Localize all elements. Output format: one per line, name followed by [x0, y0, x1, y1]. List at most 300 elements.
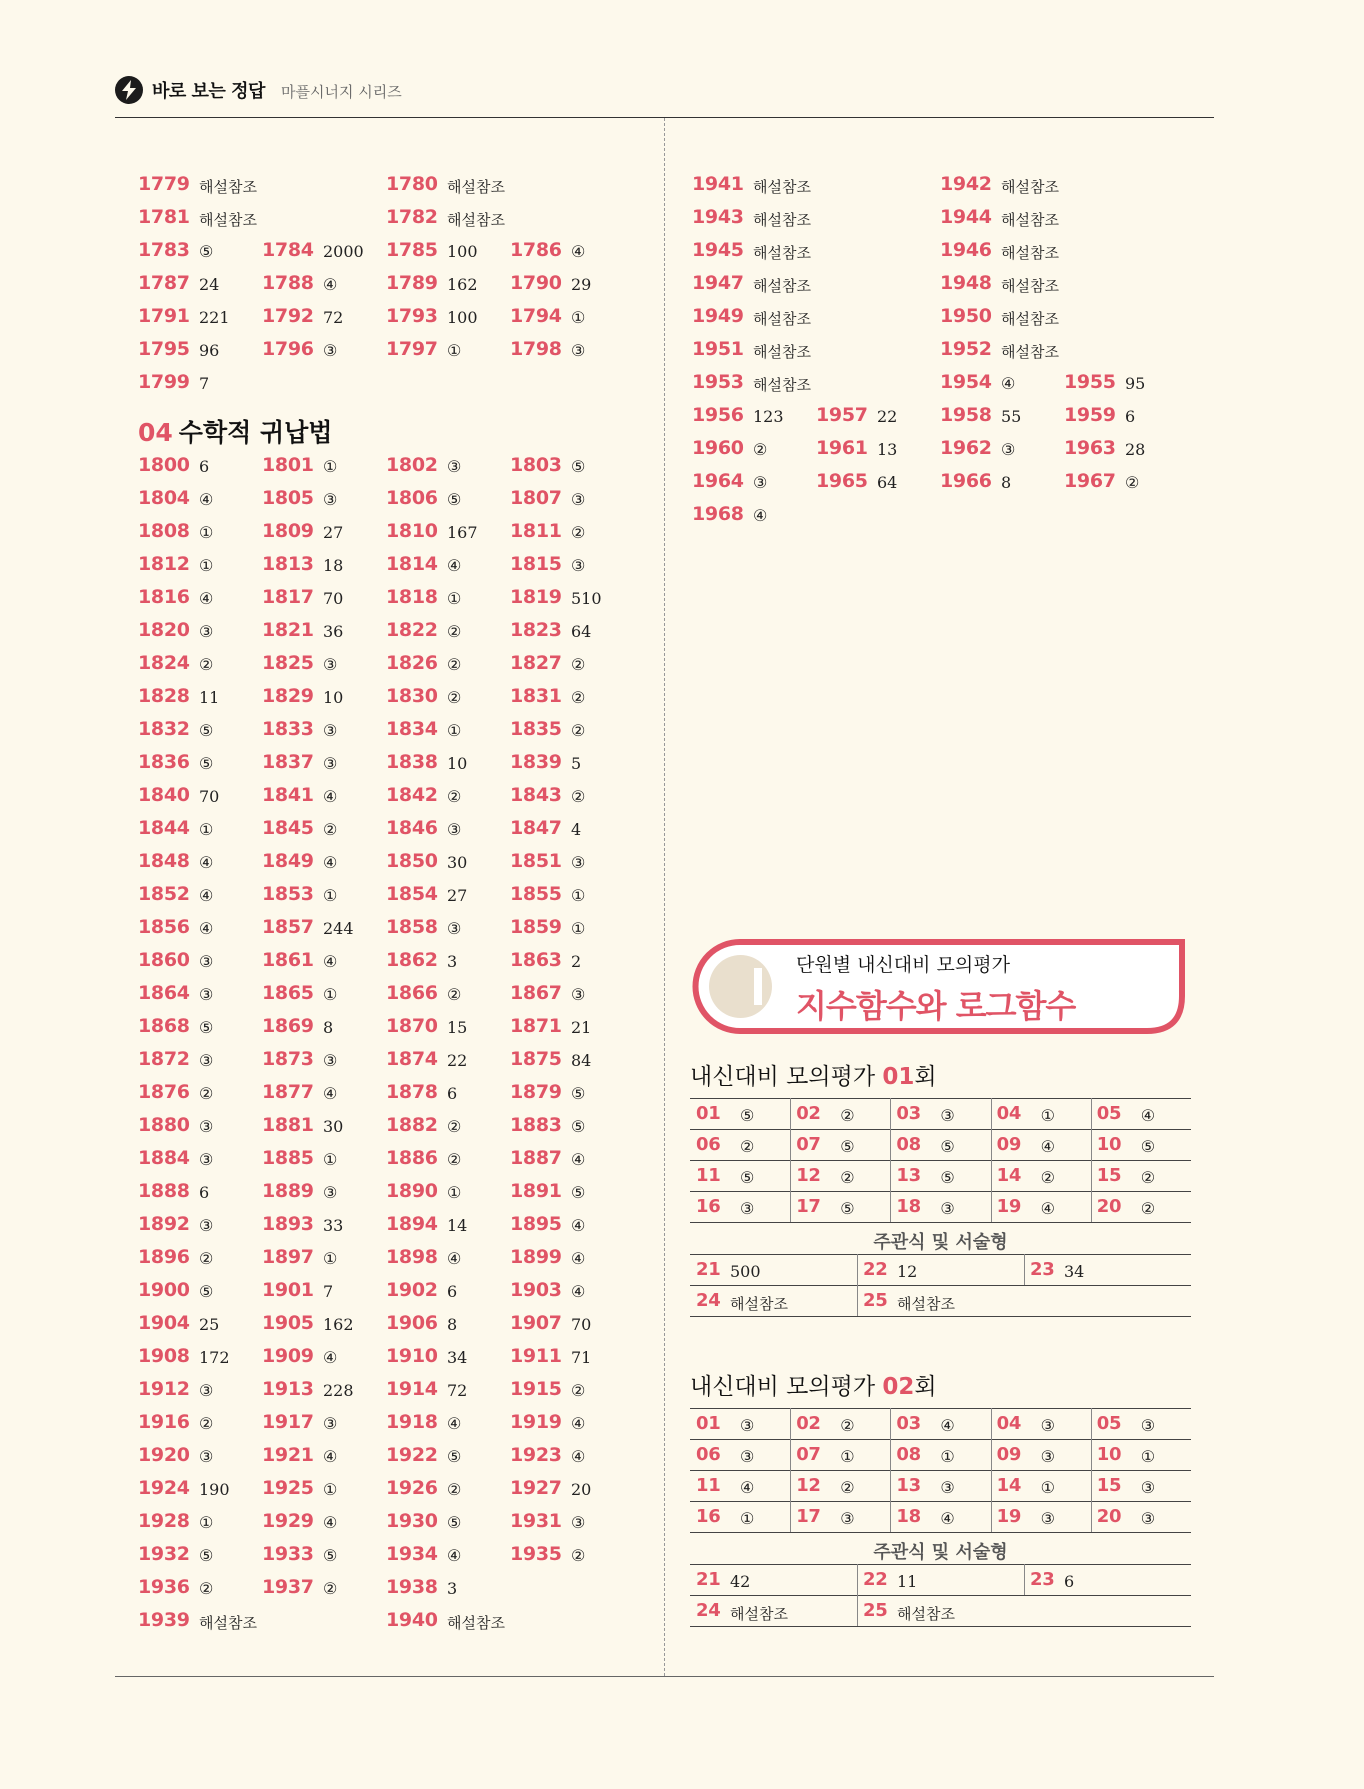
grid-line: [690, 1439, 1191, 1440]
problem-number: 1798: [510, 338, 562, 360]
problem-answer: ①: [199, 1513, 214, 1532]
problem-answer: 70: [199, 787, 220, 806]
problem-number: 1806: [386, 487, 438, 509]
problem-number: 1967: [1064, 470, 1116, 492]
problem-number: 1843: [510, 784, 562, 806]
grid-line: [690, 1160, 1191, 1161]
column-divider: [664, 118, 665, 1676]
problem-number: 1824: [138, 652, 190, 674]
problem-answer: ⑤: [199, 1018, 214, 1037]
problem-number: 1855: [510, 883, 562, 905]
problem-number: 1834: [386, 718, 438, 740]
problem-answer: ④: [199, 919, 214, 938]
exam-title-prefix: 내신대비 모의평가: [690, 1064, 883, 1090]
problem-number: 1940: [386, 1609, 438, 1631]
problem-answer: 71: [571, 1348, 592, 1367]
problem-answer: ⑤: [571, 1183, 586, 1202]
problem-answer: ②: [199, 1249, 214, 1268]
problem-answer: ④: [571, 1216, 586, 1235]
problem-number: 1962: [940, 437, 992, 459]
problem-number: 1856: [138, 916, 190, 938]
problem-answer: 해설참조: [753, 343, 811, 361]
problem-number: 1864: [138, 982, 190, 1004]
problem-number: 1878: [386, 1081, 438, 1103]
problem-number: 1898: [386, 1246, 438, 1268]
problem-answer: 221: [199, 308, 230, 327]
problem-number: 1897: [262, 1246, 314, 1268]
exam-answer: ③: [740, 1416, 755, 1435]
problem-answer: ⑤: [447, 1447, 462, 1466]
problem-answer: ③: [199, 1051, 214, 1070]
problem-number: 1831: [510, 685, 562, 707]
problem-number: 1819: [510, 586, 562, 608]
problem-answer: ③: [323, 1414, 338, 1433]
problem-number: 1930: [386, 1510, 438, 1532]
exam-question-number: 23: [1030, 1569, 1055, 1590]
section-name: 수학적 귀납법: [178, 418, 333, 447]
problem-number: 1875: [510, 1048, 562, 1070]
problem-answer: 해설참조: [1001, 211, 1059, 229]
problem-answer: ③: [323, 1051, 338, 1070]
problem-number: 1948: [940, 272, 992, 294]
problem-answer: 172: [199, 1348, 230, 1367]
problem-answer: 해설참조: [199, 178, 257, 196]
unit-title: 지수함수와 로그함수: [796, 987, 1076, 1025]
exam-answer: ④: [740, 1478, 755, 1497]
problem-answer: ②: [571, 523, 586, 542]
problem-number: 1844: [138, 817, 190, 839]
exam-answer: ⑤: [840, 1137, 855, 1156]
problem-number: 1896: [138, 1246, 190, 1268]
problem-answer: ④: [199, 886, 214, 905]
problem-number: 1924: [138, 1477, 190, 1499]
problem-answer: ①: [323, 457, 338, 476]
problem-answer: ③: [571, 490, 586, 509]
problem-number: 1877: [262, 1081, 314, 1103]
unit-banner: [692, 938, 1189, 1035]
problem-answer: ③: [199, 985, 214, 1004]
exam-question-number: 05: [1096, 1413, 1122, 1434]
problem-number: 1893: [262, 1213, 314, 1235]
problem-answer: 123: [753, 407, 784, 426]
problem-answer: 6: [199, 1183, 210, 1202]
problem-answer: 2000: [323, 242, 364, 261]
problem-number: 1945: [692, 239, 744, 261]
grid-column-line: [890, 1408, 891, 1532]
problem-answer: ④: [571, 1150, 586, 1169]
problem-answer: ①: [447, 341, 462, 360]
problem-answer: ⑤: [199, 721, 214, 740]
problem-answer: ④: [199, 490, 214, 509]
problem-answer: ③: [323, 341, 338, 360]
problem-answer: ①: [199, 820, 214, 839]
problem-number: 1902: [386, 1279, 438, 1301]
problem-answer: 70: [571, 1315, 592, 1334]
problem-answer: 36: [323, 622, 344, 641]
problem-answer: 228: [323, 1381, 354, 1400]
problem-number: 1946: [940, 239, 992, 261]
problem-number: 1823: [510, 619, 562, 641]
problem-answer: ①: [323, 886, 338, 905]
problem-number: 1826: [386, 652, 438, 674]
problem-answer: 해설참조: [753, 211, 811, 229]
exam-answer: ⑤: [840, 1199, 855, 1218]
problem-answer: ④: [323, 952, 338, 971]
problem-answer: ①: [323, 1150, 338, 1169]
problem-number: 1927: [510, 1477, 562, 1499]
problem-answer: ③: [571, 556, 586, 575]
problem-answer: ③: [447, 457, 462, 476]
problem-number: 1965: [816, 470, 868, 492]
problem-number: 1785: [386, 239, 438, 261]
exam-title-suffix: 회: [914, 1064, 937, 1090]
problem-answer: 4: [571, 820, 582, 839]
problem-number: 1906: [386, 1312, 438, 1334]
problem-number: 1869: [262, 1015, 314, 1037]
problem-number: 1905: [262, 1312, 314, 1334]
problem-answer: ②: [447, 1117, 462, 1136]
problem-answer: ②: [447, 1480, 462, 1499]
problem-number: 1838: [386, 751, 438, 773]
problem-answer: 해설참조: [753, 244, 811, 262]
problem-number: 1871: [510, 1015, 562, 1037]
problem-answer: ①: [571, 919, 586, 938]
problem-number: 1922: [386, 1444, 438, 1466]
problem-answer: 190: [199, 1480, 230, 1499]
problem-number: 1790: [510, 272, 562, 294]
problem-answer: 해설참조: [1001, 178, 1059, 196]
problem-answer: 8: [323, 1018, 334, 1037]
problem-answer: ⑤: [571, 457, 586, 476]
problem-answer: ⑤: [199, 754, 214, 773]
problem-answer: ④: [323, 1348, 338, 1367]
problem-answer: ④: [571, 1414, 586, 1433]
problem-number: 1787: [138, 272, 190, 294]
grid-column-line: [1024, 1564, 1025, 1595]
problem-answer: ⑤: [571, 1084, 586, 1103]
grid-line: [690, 1470, 1191, 1471]
problem-answer: ②: [447, 622, 462, 641]
problem-number: 1799: [138, 371, 190, 393]
problem-answer: ⑤: [323, 1546, 338, 1565]
problem-number: 1841: [262, 784, 314, 806]
problem-answer: 8: [1001, 473, 1012, 492]
exam-question-number: 03: [896, 1413, 921, 1434]
problem-answer: ①: [447, 1183, 462, 1202]
problem-answer: ①: [571, 886, 586, 905]
problem-number: 1810: [386, 520, 438, 542]
problem-answer: ③: [1001, 440, 1016, 459]
problem-number: 1917: [262, 1411, 314, 1433]
problem-answer: ②: [1125, 473, 1140, 492]
problem-number: 1813: [262, 553, 314, 575]
problem-answer: ①: [323, 1249, 338, 1268]
problem-number: 1782: [386, 206, 438, 228]
exam-question-number: 06: [696, 1134, 721, 1155]
problem-answer: 해설참조: [753, 376, 811, 394]
problem-number: 1801: [262, 454, 314, 476]
problem-answer: ③: [199, 1117, 214, 1136]
exam-question-number: 23: [1030, 1259, 1055, 1280]
problem-number: 1963: [1064, 437, 1116, 459]
problem-number: 1809: [262, 520, 314, 542]
problem-number: 1812: [138, 553, 190, 575]
exam-answer: ①: [1040, 1106, 1055, 1125]
problem-answer: ②: [571, 1381, 586, 1400]
problem-number: 1923: [510, 1444, 562, 1466]
problem-number: 1889: [262, 1180, 314, 1202]
problem-number: 1909: [262, 1345, 314, 1367]
grid-line: [690, 1501, 1191, 1502]
exam-question-number: 01: [696, 1103, 721, 1124]
exam-question-number: 19: [996, 1196, 1022, 1217]
exam-question-number: 09: [996, 1444, 1022, 1465]
problem-number: 1932: [138, 1543, 190, 1565]
problem-answer: 10: [447, 754, 468, 773]
problem-answer: ②: [199, 1084, 214, 1103]
problem-number: 1937: [262, 1576, 314, 1598]
problem-number: 1792: [262, 305, 314, 327]
problem-answer: 21: [571, 1018, 592, 1037]
problem-answer: ②: [447, 655, 462, 674]
problem-answer: ③: [199, 1447, 214, 1466]
problem-answer: ②: [323, 1579, 338, 1598]
problem-number: 1904: [138, 1312, 190, 1334]
exam-answer: 42: [730, 1572, 751, 1591]
problem-answer: 100: [447, 242, 478, 261]
exam-title-suffix: 회: [914, 1374, 937, 1400]
problem-answer: ⑤: [447, 1513, 462, 1532]
grid-column-line: [890, 1098, 891, 1222]
problem-answer: ①: [199, 523, 214, 542]
problem-answer: 7: [323, 1282, 334, 1301]
exam-question-number: 06: [696, 1444, 721, 1465]
problem-number: 1851: [510, 850, 562, 872]
problem-answer: ③: [323, 490, 338, 509]
exam-answer: ①: [1040, 1478, 1055, 1497]
problem-answer: ④: [447, 556, 462, 575]
exam-answer: ③: [1140, 1509, 1156, 1528]
exam-question-number: 24: [696, 1600, 721, 1621]
exam-question-number: 11: [696, 1165, 721, 1186]
problem-answer: ④: [323, 853, 338, 872]
exam-question-number: 07: [796, 1444, 821, 1465]
problem-number: 1879: [510, 1081, 562, 1103]
problem-number: 1968: [692, 503, 744, 525]
problem-answer: ⑤: [447, 490, 462, 509]
exam-question-number: 15: [1096, 1165, 1122, 1186]
problem-answer: ②: [571, 787, 586, 806]
exam-question-number: 10: [1096, 1134, 1122, 1155]
grid-column-line: [991, 1408, 992, 1532]
problem-number: 1956: [692, 404, 744, 426]
problem-answer: 510: [571, 589, 602, 608]
problem-answer: ③: [571, 985, 586, 1004]
problem-answer: ③: [199, 622, 214, 641]
problem-number: 1881: [262, 1114, 314, 1136]
problem-number: 1803: [510, 454, 562, 476]
subjective-heading: 주관식 및 서술형: [873, 1232, 1008, 1253]
grid-column-line: [790, 1408, 791, 1532]
grid-line: [690, 1626, 1191, 1627]
problem-number: 1779: [138, 173, 190, 195]
problem-number: 1839: [510, 751, 562, 773]
grid-column-line: [1024, 1254, 1025, 1285]
problem-number: 1849: [262, 850, 314, 872]
problem-number: 1883: [510, 1114, 562, 1136]
problem-number: 1852: [138, 883, 190, 905]
problem-answer: 55: [1001, 407, 1022, 426]
problem-number: 1911: [510, 1345, 562, 1367]
exam-question-number: 02: [796, 1413, 821, 1434]
problem-number: 1814: [386, 553, 438, 575]
exam-answer: ④: [1040, 1137, 1055, 1156]
problem-number: 1884: [138, 1147, 190, 1169]
problem-number: 1848: [138, 850, 190, 872]
problem-number: 1887: [510, 1147, 562, 1169]
problem-number: 1854: [386, 883, 438, 905]
header-series: 마플시너지 시리즈: [281, 83, 402, 101]
problem-number: 1807: [510, 487, 562, 509]
problem-number: 1804: [138, 487, 190, 509]
problem-number: 1846: [386, 817, 438, 839]
exam-question-number: 22: [863, 1259, 888, 1280]
problem-answer: ②: [447, 787, 462, 806]
problem-answer: 100: [447, 308, 478, 327]
problem-answer: ④: [199, 589, 214, 608]
problem-answer: ②: [199, 655, 214, 674]
problem-number: 1954: [940, 371, 992, 393]
exam-answer: ②: [840, 1478, 855, 1497]
problem-number: 1929: [262, 1510, 314, 1532]
problem-answer: ④: [447, 1249, 462, 1268]
problem-number: 1811: [510, 520, 562, 542]
problem-number: 1845: [262, 817, 314, 839]
grid-line: [690, 1191, 1191, 1192]
problem-answer: 72: [323, 308, 344, 327]
exam-answer: ②: [1140, 1168, 1156, 1187]
exam-answer: 해설참조: [730, 1605, 788, 1623]
problem-answer: ②: [447, 1150, 462, 1169]
problem-number: 1913: [262, 1378, 314, 1400]
problem-number: 1794: [510, 305, 562, 327]
problem-answer: ②: [199, 1414, 214, 1433]
problem-answer: ②: [753, 440, 768, 459]
problem-answer: 25: [199, 1315, 220, 1334]
problem-number: 1796: [262, 338, 314, 360]
problem-answer: 95: [1125, 374, 1146, 393]
problem-number: 1870: [386, 1015, 438, 1037]
problem-number: 1797: [386, 338, 438, 360]
footer-divider: [115, 1676, 1214, 1677]
problem-number: 1830: [386, 685, 438, 707]
problem-number: 1800: [138, 454, 190, 476]
problem-number: 1934: [386, 1543, 438, 1565]
exam-question-number: 05: [1096, 1103, 1122, 1124]
problem-answer: 해설참조: [753, 310, 811, 328]
exam-answer: ③: [1140, 1478, 1156, 1497]
problem-number: 1873: [262, 1048, 314, 1070]
exam-answer: ③: [940, 1106, 955, 1125]
problem-answer: 해설참조: [753, 178, 811, 196]
unit-numeral: [754, 968, 762, 1005]
problem-number: 1859: [510, 916, 562, 938]
problem-number: 1944: [940, 206, 992, 228]
problem-answer: ③: [753, 473, 768, 492]
problem-answer: ④: [753, 506, 768, 525]
problem-number: 1829: [262, 685, 314, 707]
exam-answer: ④: [940, 1509, 955, 1528]
problem-number: 1921: [262, 1444, 314, 1466]
problem-answer: ③: [323, 655, 338, 674]
problem-number: 1908: [138, 1345, 190, 1367]
problem-answer: ④: [571, 242, 586, 261]
problem-number: 1903: [510, 1279, 562, 1301]
problem-answer: 96: [199, 341, 220, 360]
problem-answer: 244: [323, 919, 354, 938]
problem-number: 1895: [510, 1213, 562, 1235]
problem-answer: ③: [323, 721, 338, 740]
exam-answer: ②: [1140, 1199, 1156, 1218]
problem-answer: ①: [447, 721, 462, 740]
grid-column-line: [857, 1254, 858, 1316]
problem-number: 1860: [138, 949, 190, 971]
problem-number: 1931: [510, 1510, 562, 1532]
problem-number: 1825: [262, 652, 314, 674]
grid-column-line: [790, 1098, 791, 1222]
problem-answer: 30: [323, 1117, 344, 1136]
problem-number: 1862: [386, 949, 438, 971]
problem-answer: ③: [199, 952, 214, 971]
exam-question-number: 14: [996, 1475, 1022, 1496]
problem-number: 1828: [138, 685, 190, 707]
problem-number: 1912: [138, 1378, 190, 1400]
problem-answer: 6: [1125, 407, 1136, 426]
problem-number: 1791: [138, 305, 190, 327]
problem-answer: ④: [199, 853, 214, 872]
problem-answer: 해설참조: [1001, 244, 1059, 262]
exam-question-number: 12: [796, 1165, 821, 1186]
problem-answer: 30: [447, 853, 468, 872]
problem-number: 1836: [138, 751, 190, 773]
problem-answer: 5: [571, 754, 582, 773]
problem-answer: 13: [877, 440, 898, 459]
problem-answer: 72: [447, 1381, 468, 1400]
problem-answer: 27: [447, 886, 468, 905]
exam-answer: ②: [740, 1137, 755, 1156]
grid-line: [690, 1595, 1191, 1596]
problem-number: 1784: [262, 239, 314, 261]
exam-question-number: 20: [1096, 1506, 1122, 1527]
problem-number: 1867: [510, 982, 562, 1004]
exam-question-number: 17: [796, 1506, 821, 1527]
exam-answer: ⑤: [940, 1137, 955, 1156]
problem-answer: ②: [571, 721, 586, 740]
problem-answer: ④: [323, 1513, 338, 1532]
problem-number: 1947: [692, 272, 744, 294]
problem-answer: ②: [571, 655, 586, 674]
problem-answer: ③: [571, 341, 586, 360]
problem-number: 1818: [386, 586, 438, 608]
problem-answer: 해설참조: [199, 1614, 257, 1632]
problem-number: 1837: [262, 751, 314, 773]
problem-number: 1899: [510, 1246, 562, 1268]
problem-answer: ②: [447, 985, 462, 1004]
problem-answer: ⑤: [571, 1117, 586, 1136]
problem-answer: 22: [447, 1051, 468, 1070]
problem-number: 1872: [138, 1048, 190, 1070]
exam-answer: ②: [840, 1168, 855, 1187]
